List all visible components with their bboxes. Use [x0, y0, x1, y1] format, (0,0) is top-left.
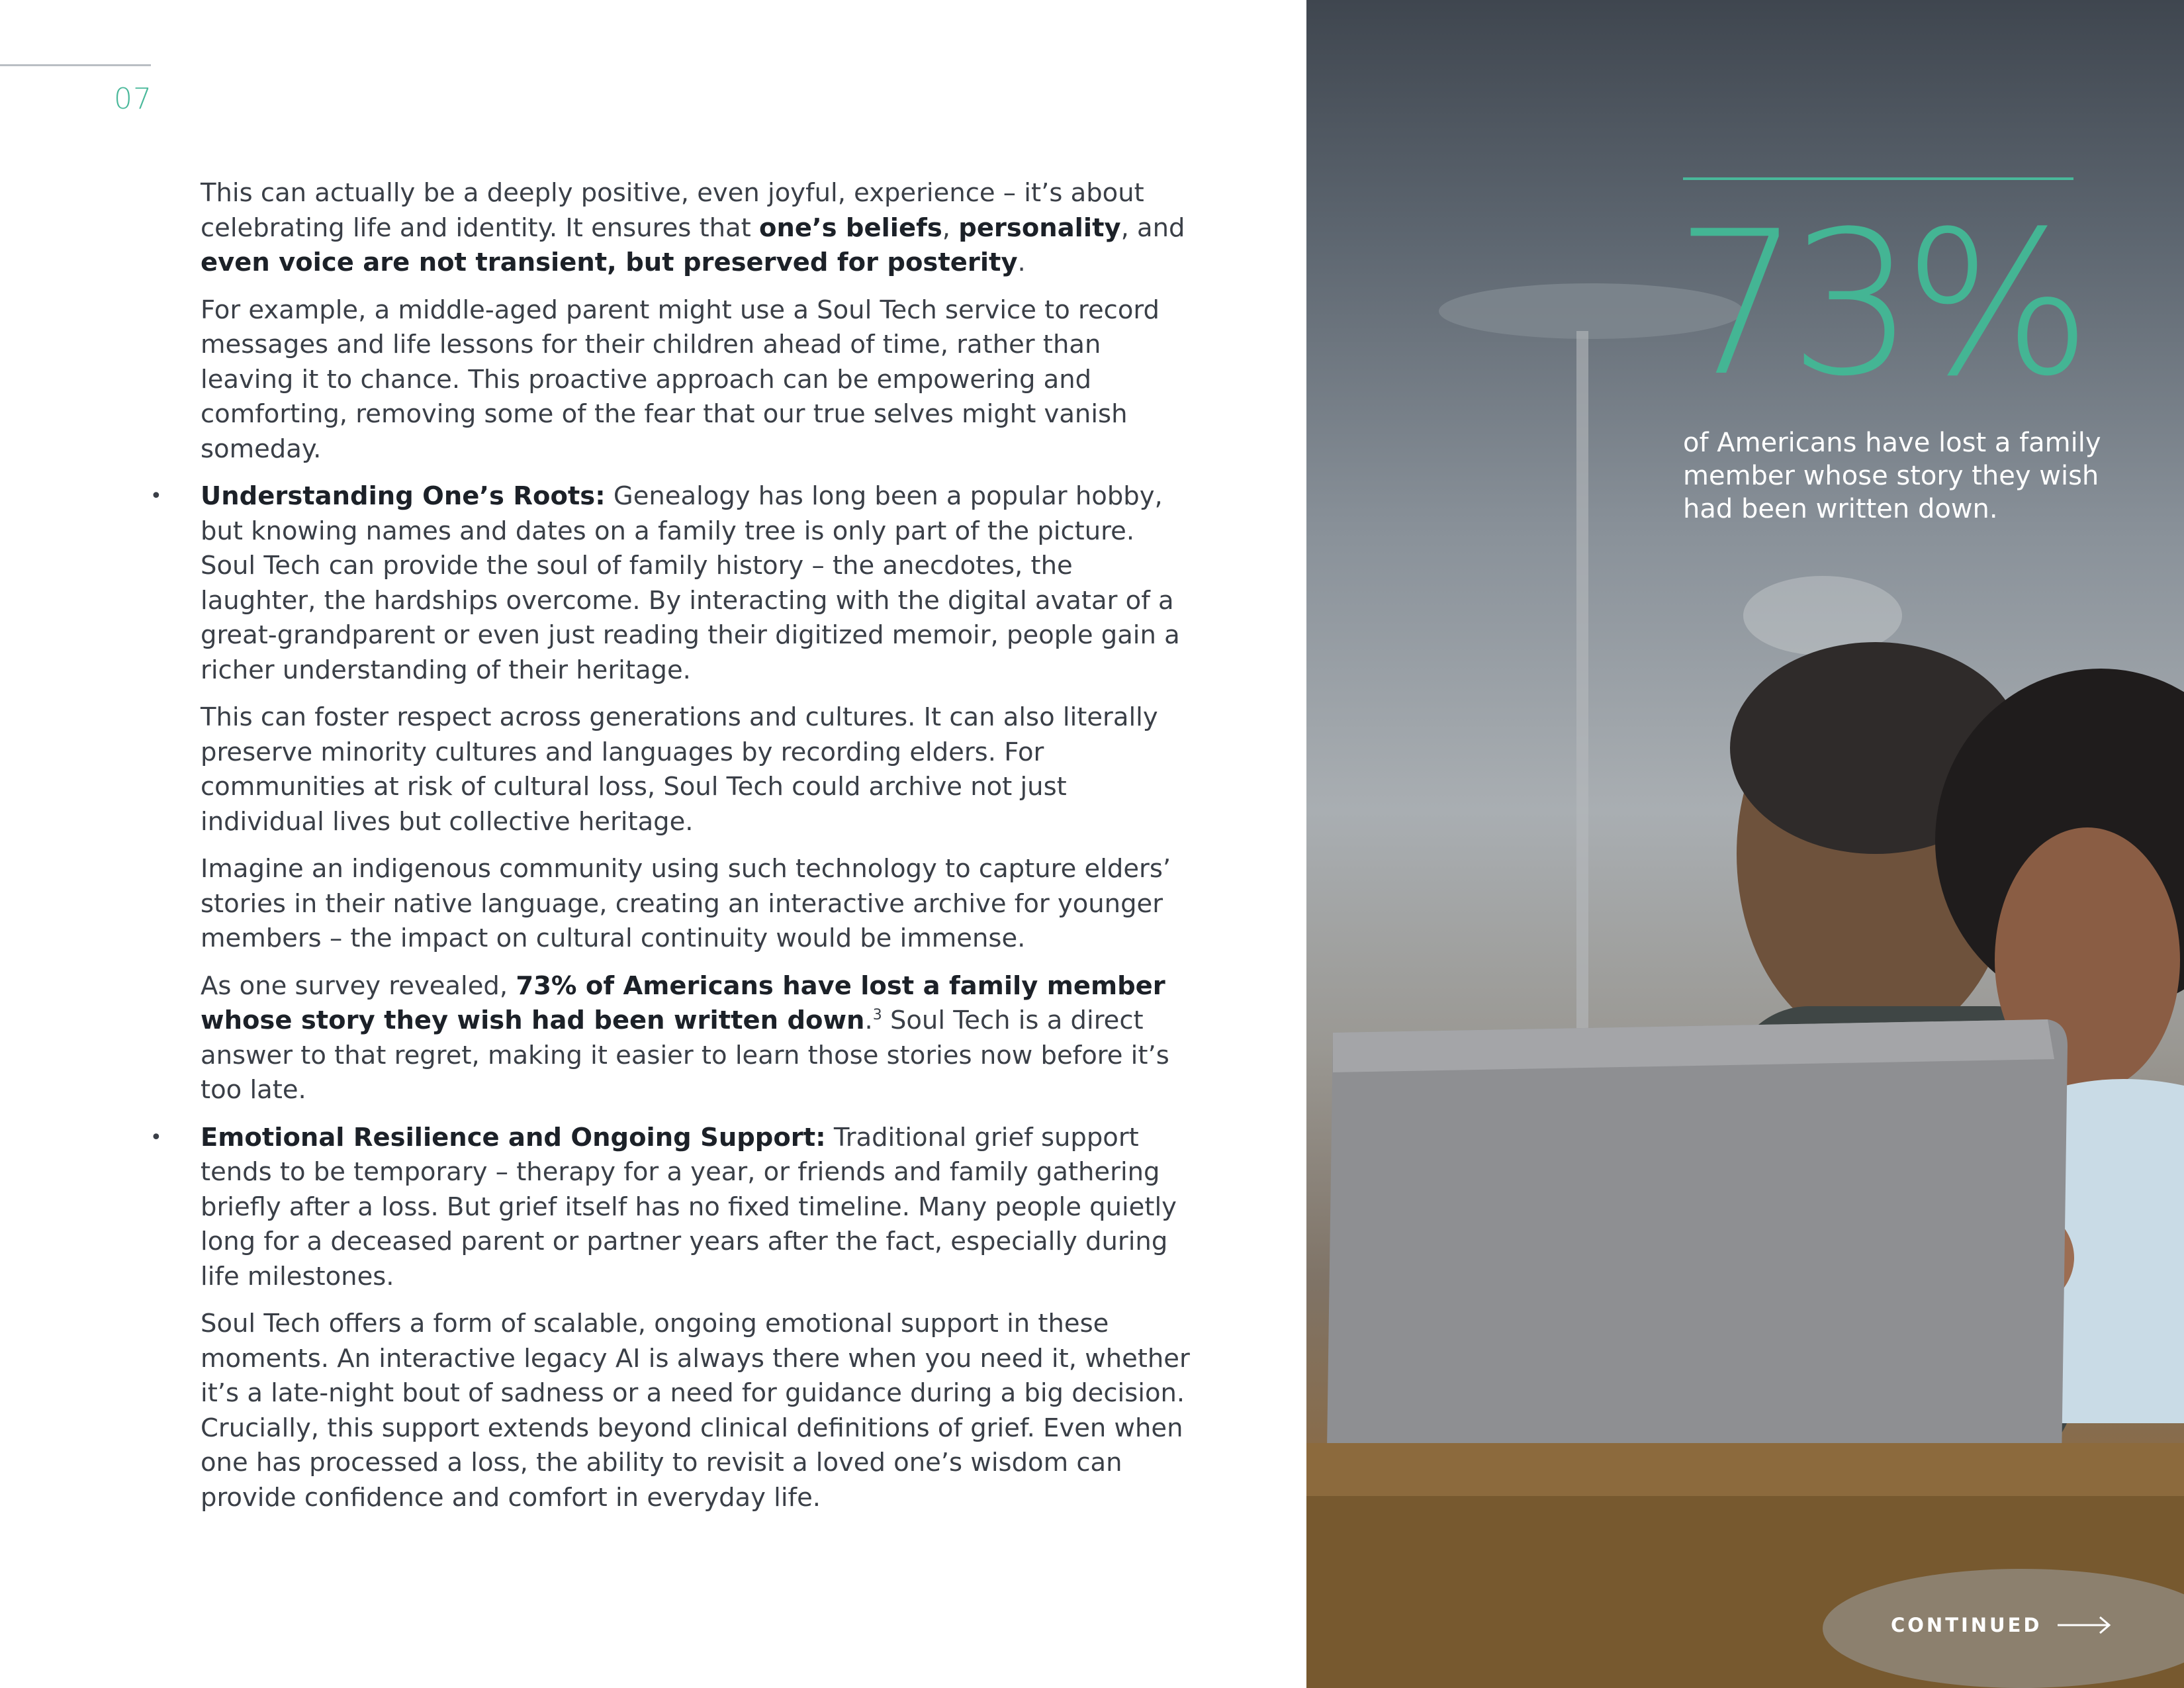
continued-label: CONTINUED [1891, 1614, 2042, 1636]
arrow-right-icon [2056, 1615, 2112, 1635]
stat-caption: of Americans have lost a family member whose story they wish had been written down. [1683, 428, 2101, 524]
paragraph-intro: This can actually be a deeply positive, even joyful, experience – it’s about celebrating life and identity. It ensures that one’s beliefs, personality, and even voice are not transient, but preserved for posterity. [201, 178, 1185, 277]
bullet-marker: • [150, 1125, 162, 1149]
bold-phrase: personality [958, 212, 1121, 243]
stat-rule [1683, 177, 2073, 180]
bullet-heading: Understanding One’s Roots: [201, 481, 606, 511]
continued-link[interactable] [1891, 1614, 2112, 1636]
paragraph-support: Soul Tech offers a form of scalable, ongoing emotional support in these moments. An interactive legacy AI is always there when you need it, whether it’s a late-night bout of sadness or a need for guidance during a big decision. Crucially, this support extends beyond clinical definitions of grief. Even when one has processed a loss, the ability to revisit a loved one’s wisdom can provide confidence and comfort in everyday life. [201, 1309, 1190, 1513]
paragraph-example: For example, a middle-aged parent might use a Soul Tech service to record messages and life lessons for their children ahead of time, rather than leaving it to chance. This proactive approach can be empowering and comforting, removing some of the fear that our true selves might vanish someday. [201, 295, 1160, 464]
bullet-item-resilience: • Emotional Resilience and Ongoing Support: Traditional grief support tends to be temporary – therapy for a year, or friends and family gathering briefly after a loss. But grief itself has no fixed timeline. Many people quietly long for a deceased parent or partner years after the fact, especially during life milestones. [201, 1121, 1193, 1295]
paragraph-survey: As one survey revealed, 73% of Americans have lost a family member whose story they wish had been written down.$^3$ Soul Tech is a direct answer to that regret, making it easier to learn those stories now before it’s too late. [201, 970, 1169, 1105]
page-number: 07 [114, 82, 152, 116]
body-text-column [150, 176, 1193, 1528]
paragraph-indigenous: Imagine an indigenous community using such technology to capture elders’ stories in their native language, creating an interactive archive for younger members – the impact on cultural continuity would be immense. [201, 854, 1171, 953]
bullet-heading: Emotional Resilience and Ongoing Support: [201, 1122, 826, 1152]
stat-value: 73% [1674, 189, 2080, 420]
paragraph-cultures: This can foster respect across generations and cultures. It can also literally preserve minority cultures and languages by recording elders. For communities at risk of cultural loss, Soul Tech could archive not just individual lives but collective heritage. [201, 702, 1158, 837]
footnote-reference: 3 [872, 1007, 882, 1023]
bold-phrase: one’s beliefs [759, 212, 942, 243]
bullet-marker: • [150, 485, 162, 508]
header-rule [0, 64, 151, 66]
bold-phrase: 73% of Americans have lost a family member whose story they wish had been written down [201, 970, 1165, 1035]
bullet-item-roots: • Understanding One’s Roots: Genealogy has long been a popular hobby, but knowing names and dates on a family tree is only part of the picture. Soul Tech can provide the soul of family history – the anecdotes, the laughter, the hardships overcome. By interacting with the digital avatar of a great-grandparent or even just reading their digitized memoir, people gain a richer understanding of their heritage. [201, 479, 1193, 688]
bold-phrase: even voice are not transient, but preserved for posterity [201, 248, 1018, 277]
